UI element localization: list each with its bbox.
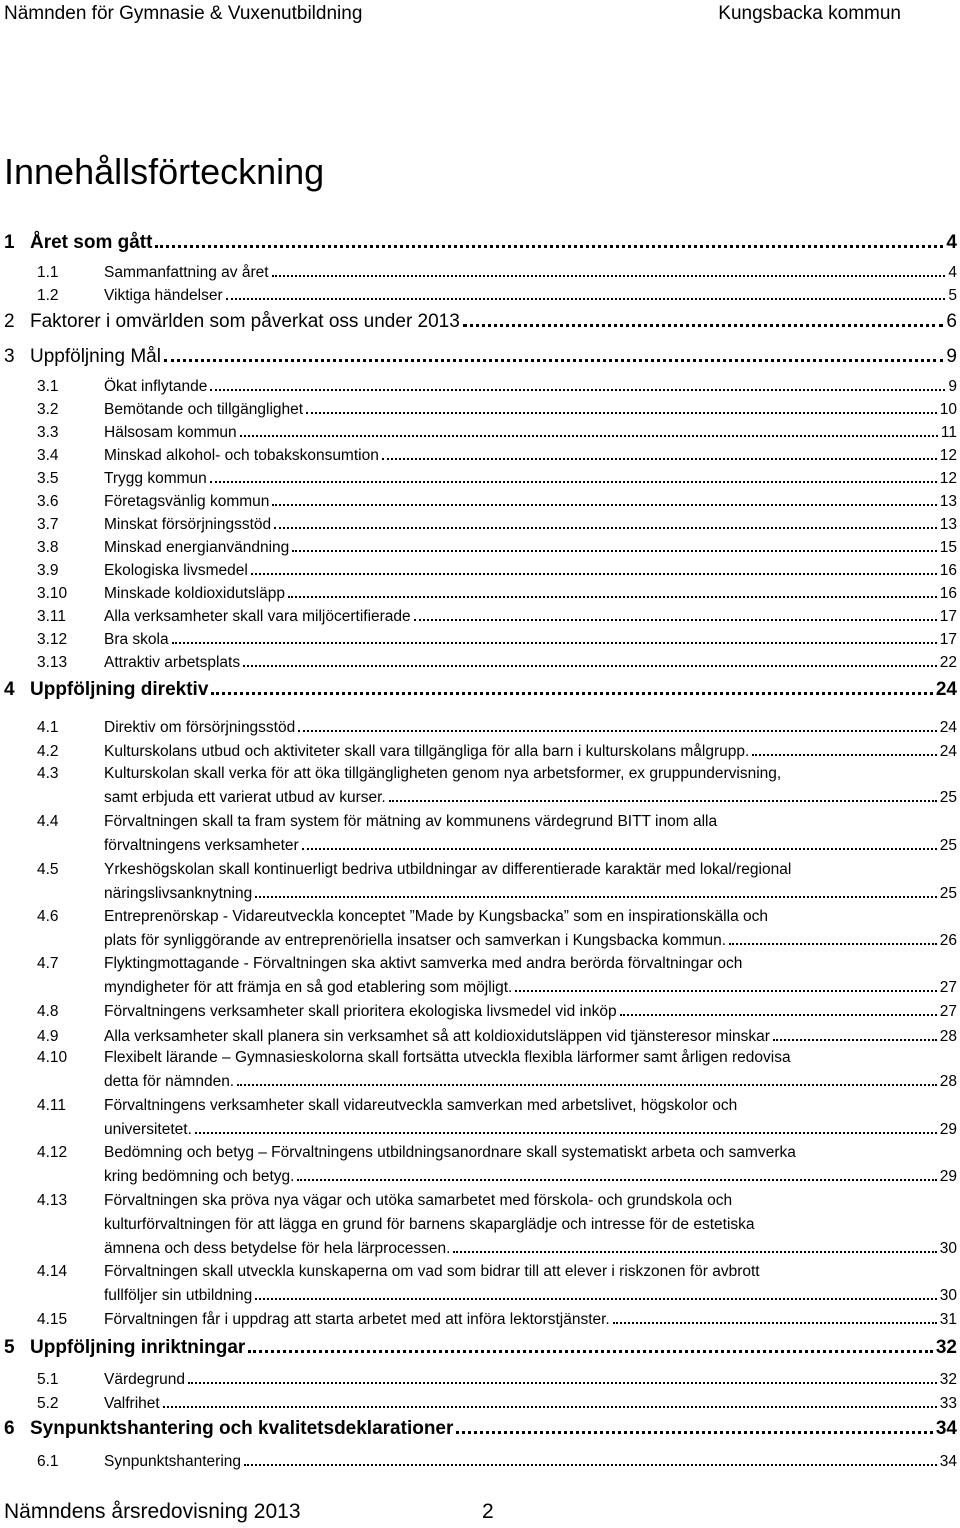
toc-entry-page: 22	[939, 654, 957, 671]
dot-leader	[306, 412, 937, 414]
dot-leader	[414, 619, 937, 621]
dot-leader	[297, 1179, 936, 1181]
toc-entry-title-cont: myndigheter för att främja en så god etablering som möjligt.	[104, 979, 513, 996]
toc-entry-page: 11	[940, 424, 957, 441]
toc-entry-title: Värdegrund	[104, 1371, 186, 1388]
toc-entry-title: Bedömning och betyg – Förvaltningens utbildningsanordnare skall systematiskt arbeta och samverka	[104, 1144, 796, 1161]
toc-entry-num: 4.3	[37, 765, 59, 782]
toc-entry-page: 25	[939, 789, 957, 806]
toc-entry-num: 5.2	[37, 1395, 59, 1412]
toc-entry-3-4[interactable]	[37, 443, 957, 465]
dot-leader	[255, 896, 937, 898]
dot-leader	[211, 692, 932, 695]
dot-leader	[210, 389, 945, 391]
toc-entry-title: Företagsvänlig kommun	[104, 493, 270, 510]
dot-leader	[613, 1322, 937, 1324]
toc-entry-4-6[interactable]	[37, 908, 957, 954]
toc-entry-num: 4.1	[37, 719, 59, 736]
dot-leader	[302, 848, 937, 850]
toc-entry-6[interactable]	[4, 1414, 957, 1440]
toc-entry-num: 2	[4, 311, 15, 332]
toc-entry-page: 29	[939, 1121, 957, 1138]
toc-entry-title: Uppföljning direktiv	[30, 679, 209, 700]
toc-entry-title: Kulturskolans utbud och aktiviteter skall vara tillgängliga för alla barn i kulturskolans målgrupp.	[104, 743, 750, 760]
toc-entry-page: 24	[935, 679, 957, 700]
dot-leader	[248, 1350, 933, 1353]
toc-entry-num: 4.14	[37, 1263, 68, 1280]
toc-entry-3-9[interactable]	[37, 558, 957, 580]
toc-entry-4-2[interactable]	[37, 739, 957, 761]
toc-entry-title-cont: plats för synliggörande av entreprenöriella insatser och samverkan i Kungsbacka kommun.	[104, 932, 727, 949]
toc-entry-page: 29	[939, 1168, 957, 1185]
toc-entry-title-cont: kring bedömning och betyg.	[104, 1168, 295, 1185]
dot-leader	[463, 324, 944, 327]
toc-entry-num: 4.9	[37, 1028, 59, 1045]
toc-entry-title: Trygg kommun	[104, 470, 207, 487]
toc-entry-title: Alla verksamheter skall planera sin verksamhet så att koldioxidutsläppen vid tjänsteresor minskar	[104, 1028, 770, 1045]
toc-entry-3-13[interactable]	[37, 650, 957, 672]
toc-entry-title-cont: detta för nämnden.	[104, 1073, 235, 1090]
dot-leader	[163, 1406, 937, 1408]
footer-page-number: 2	[482, 1500, 494, 1523]
toc-entry-4-12[interactable]	[37, 1144, 957, 1190]
header-right: Kungsbacka kommun	[718, 3, 901, 24]
toc-entry-3-8[interactable]	[37, 535, 957, 557]
toc-entry-page: 33	[939, 1395, 957, 1412]
toc-entry-title: Hälsosam kommun	[104, 424, 237, 441]
toc-entry-1-2[interactable]	[37, 283, 957, 305]
toc-entry-num: 4.12	[37, 1144, 68, 1161]
toc-entry-page: 9	[948, 378, 957, 395]
toc-entry-page: 25	[939, 837, 957, 854]
toc-entry-page: 28	[939, 1073, 957, 1090]
toc-entry-4-3[interactable]	[37, 765, 957, 811]
toc-entry-3-7[interactable]	[37, 512, 957, 534]
toc-entry-title: Yrkeshögskolan skall kontinuerligt bedriva utbildningar av differentierade karaktär med lokal/regional	[104, 861, 792, 878]
toc-entry-num: 5	[4, 1337, 15, 1358]
toc-entry-4-9[interactable]	[37, 1024, 957, 1046]
toc-entry-5-1[interactable]	[37, 1367, 957, 1389]
toc-entry-title: Minskad alkohol- och tobakskonsumtion	[104, 447, 379, 464]
toc-entry-title: Ökat inflytande	[104, 378, 208, 395]
toc-entry-page: 17	[939, 608, 957, 625]
toc-entry-num: 4	[4, 679, 15, 700]
toc-entry-title: Flexibelt lärande – Gymnasieskolorna skall fortsätta utveckla flexibla lärformer samt årligen redovisa	[104, 1049, 791, 1066]
toc-entry-page: 16	[939, 585, 957, 602]
toc-entry-title: Förvaltningen ska pröva nya vägar och utöka samarbetet med förskola- och grundskola och	[104, 1192, 733, 1209]
toc-entry-page: 5	[948, 287, 957, 304]
toc-entry-page: 25	[939, 885, 957, 902]
dot-leader	[515, 990, 936, 992]
toc-entry-page: 24	[939, 743, 957, 760]
toc-entry-page: 15	[939, 539, 957, 556]
toc-entry-page: 17	[939, 631, 957, 648]
toc-entry-3-10[interactable]	[37, 581, 957, 603]
toc-entry-num: 3.8	[37, 539, 59, 556]
toc-entry-num: 4.13	[37, 1192, 68, 1209]
dot-leader	[389, 800, 937, 802]
toc-entry-1-1[interactable]	[37, 260, 957, 282]
dot-leader	[243, 665, 937, 667]
toc-entry-title: Bra skola	[104, 631, 169, 648]
toc-entry-page: 31	[939, 1311, 957, 1328]
toc-entry-title: Förvaltningens verksamheter skall prioritera ekologiska livsmedel vid inköp	[104, 1003, 617, 1020]
dot-leader	[298, 730, 937, 732]
toc-entry-num: 6.1	[37, 1453, 59, 1470]
dot-leader	[164, 359, 943, 362]
toc-entry-num: 3.10	[37, 585, 68, 602]
toc-entry-num: 3.6	[37, 493, 59, 510]
header-left: Nämnden för Gymnasie & Vuxenutbildning	[4, 3, 363, 24]
toc-entry-num: 3.7	[37, 516, 59, 533]
toc-entry-title-cont: universitetet.	[104, 1121, 192, 1138]
toc-entry-title: Valfrihet	[104, 1395, 160, 1412]
toc-entry-num: 4.15	[37, 1311, 68, 1328]
toc-entry-title: Alla verksamheter skall vara miljöcertifierade	[104, 608, 411, 625]
toc-entry-num: 1.1	[37, 264, 59, 281]
dot-leader	[456, 1431, 932, 1434]
toc-entry-4-14[interactable]	[37, 1263, 957, 1309]
toc-entry-page: 13	[939, 493, 957, 510]
toc-entry-page: 30	[939, 1240, 957, 1257]
toc-entry-title: Förvaltningen får i uppdrag att starta arbetet med att införa lektorstjänster.	[104, 1311, 610, 1328]
dot-leader	[272, 275, 946, 277]
toc-entry-num: 4.8	[37, 1003, 59, 1020]
toc-entry-num: 6	[4, 1418, 15, 1439]
toc-entry-title: Förvaltningens verksamheter skall vidareutveckla samverkan med arbetslivet, högskolor och	[104, 1097, 738, 1114]
toc-entry-num: 4.6	[37, 908, 59, 925]
toc-entry-page: 32	[935, 1337, 957, 1358]
toc-entry-num: 3.9	[37, 562, 59, 579]
dot-leader	[226, 298, 946, 300]
toc-entry-page: 26	[939, 932, 957, 949]
toc-entry-4-7[interactable]	[37, 955, 957, 1001]
toc-entry-page: 12	[939, 447, 957, 464]
toc-entry-num: 1.2	[37, 287, 59, 304]
dot-leader	[288, 596, 937, 598]
toc-entry-num: 4.4	[37, 813, 59, 830]
dot-leader	[172, 642, 937, 644]
toc-entry-title: Attraktiv arbetsplats	[104, 654, 241, 671]
toc-entry-page: 4	[946, 232, 957, 253]
toc-entry-num: 3.1	[37, 378, 59, 395]
dot-leader	[240, 435, 938, 437]
toc-entry-page: 9	[946, 346, 957, 367]
dot-leader	[773, 1039, 937, 1041]
toc-entry-4-5[interactable]	[37, 861, 957, 907]
toc-entry-num: 3.2	[37, 401, 59, 418]
toc-entry-title: Förvaltningen skall utveckla kunskaperna om vad som bidrar till att elever i riskzonen för avbrott	[104, 1263, 760, 1280]
toc-entry-title: Flyktingmottagande - Förvaltningen ska aktivt samverka med andra berörda förvaltningar och	[104, 955, 743, 972]
dot-leader	[195, 1132, 937, 1134]
toc-entry-num: 3.3	[37, 424, 59, 441]
toc-entry-page: 27	[939, 1003, 957, 1020]
dot-leader	[272, 504, 936, 506]
dot-leader	[210, 481, 937, 483]
toc-entry-page: 10	[939, 401, 957, 418]
toc-entry-4-10[interactable]	[37, 1049, 957, 1095]
toc-entry-4-8[interactable]	[37, 999, 957, 1021]
toc-entry-page: 24	[939, 719, 957, 736]
toc-entry-3-1[interactable]	[37, 374, 957, 396]
toc-entry-title-cont: ämnena och dess betydelse för hela lärprocessen.	[104, 1240, 451, 1257]
toc-entry-6-1[interactable]	[37, 1449, 957, 1471]
toc-entry-page: 12	[939, 470, 957, 487]
toc-entry-num: 3	[4, 346, 15, 367]
toc-entry-title: Direktiv om försörjningsstöd	[104, 719, 296, 736]
toc-entry-page: 34	[939, 1453, 957, 1470]
dot-leader	[244, 1464, 937, 1466]
toc-entry-3-5[interactable]	[37, 466, 957, 488]
toc-entry-num: 3.11	[37, 608, 67, 625]
toc-entry-title: Förvaltningen skall ta fram system för mätning av kommunens värdegrund BITT inom alla	[104, 813, 718, 830]
dot-leader	[382, 458, 937, 460]
toc-entry-num: 4.10	[37, 1049, 68, 1066]
toc-entry-4-15[interactable]	[37, 1307, 957, 1329]
toc-entry-title: Året som gått	[30, 232, 153, 253]
toc-entry-page: 27	[939, 979, 957, 996]
toc-entry-page: 32	[939, 1371, 957, 1388]
toc-entry-title: Minskat försörjningsstöd	[104, 516, 272, 533]
toc-entry-title: Sammanfattning av året	[104, 264, 269, 281]
toc-entry-num: 3.4	[37, 447, 59, 464]
toc-entry-page: 28	[939, 1028, 957, 1045]
toc-entry-3[interactable]	[4, 342, 957, 368]
toc-entry-title: Minskad energianvändning	[104, 539, 290, 556]
toc-entry-4-1[interactable]	[37, 715, 957, 737]
footer-label: Nämndens årsredovisning 2013	[4, 1500, 301, 1523]
toc-entry-page: 13	[939, 516, 957, 533]
toc-entry-num: 4.5	[37, 861, 59, 878]
dot-leader	[292, 550, 936, 552]
toc-entry-num: 1	[4, 232, 15, 253]
toc-entry-3-6[interactable]	[37, 489, 957, 511]
toc-entry-page: 34	[935, 1418, 957, 1439]
toc-entry-3-12[interactable]	[37, 627, 957, 649]
toc-entry-title-cont: näringslivsanknytning	[104, 885, 253, 902]
toc-entry-3-2[interactable]	[37, 397, 957, 419]
toc-entry-title: Ekologiska livsmedel	[104, 562, 248, 579]
toc-entry-3-11[interactable]	[37, 604, 957, 626]
toc-entry-page: 4	[948, 264, 957, 281]
toc-entry-page: 6	[946, 311, 957, 332]
toc-entry-5[interactable]	[4, 1333, 957, 1359]
toc-entry-4-13[interactable]	[37, 1192, 957, 1262]
toc-entry-title-cont: fullföljer sin utbildning	[104, 1287, 253, 1304]
toc-entry-title-cont: förvaltningens verksamheter	[104, 837, 299, 854]
toc-entry-2[interactable]	[4, 307, 957, 333]
toc-entry-num: 3.5	[37, 470, 59, 487]
toc-entry-title: Uppföljning Mål	[30, 346, 161, 367]
toc-entry-4-11[interactable]	[37, 1097, 957, 1143]
dot-leader	[453, 1251, 936, 1253]
toc-entry-3-3[interactable]	[37, 420, 957, 442]
toc-entry-title: Minskade koldioxidutsläpp	[104, 585, 285, 602]
toc-entry-title-cont: kulturförvaltningen för att lägga en grund för barnens skaparglädje och intresse för de estetiska	[104, 1216, 755, 1233]
toc-entry-title-cont: samt erbjuda ett varierat utbud av kurser.	[104, 789, 386, 806]
toc-entry-1[interactable]	[4, 228, 957, 254]
toc-title: Innehållsförteckning	[4, 151, 325, 192]
toc-entry-num: 3.12	[37, 631, 68, 648]
toc-entry-5-2[interactable]	[37, 1391, 957, 1413]
toc-entry-page: 16	[939, 562, 957, 579]
dot-leader	[237, 1084, 937, 1086]
toc-entry-num: 4.11	[37, 1097, 67, 1114]
dot-leader	[729, 943, 937, 945]
toc-entry-title: Faktorer i omvärlden som påverkat oss under 2013	[30, 311, 460, 332]
dot-leader	[752, 754, 936, 756]
toc-entry-title: Kulturskolan skall verka för att öka tillgängligheten genom nya arbetsformer, ex gruppundervisning,	[104, 765, 782, 782]
toc-entry-title: Entreprenörskap - Vidareutveckla konceptet ”Made by Kungsbacka” som en inspirationskälla och	[104, 908, 768, 925]
toc-entry-title: Uppföljning inriktningar	[30, 1337, 246, 1358]
toc-entry-title: Viktiga händelser	[104, 287, 223, 304]
dot-leader	[188, 1382, 937, 1384]
dot-leader	[620, 1014, 937, 1016]
dot-leader	[274, 527, 937, 529]
dot-leader	[251, 573, 937, 575]
toc-entry-title: Synpunktshantering	[104, 1453, 242, 1470]
toc-entry-title: Bemötande och tillgänglighet	[104, 401, 304, 418]
toc-entry-title: Synpunktshantering och kvalitetsdeklarationer	[30, 1418, 454, 1439]
toc-entry-4[interactable]	[4, 675, 957, 701]
toc-entry-page: 30	[939, 1287, 957, 1304]
toc-entry-num: 3.13	[37, 654, 68, 671]
toc-entry-num: 4.7	[37, 955, 59, 972]
dot-leader	[255, 1298, 937, 1300]
toc-entry-num: 5.1	[37, 1371, 59, 1388]
toc-entry-4-4[interactable]	[37, 813, 957, 859]
page-footer	[4, 1500, 494, 1524]
dot-leader	[155, 245, 943, 248]
toc-entry-num: 4.2	[37, 743, 59, 760]
